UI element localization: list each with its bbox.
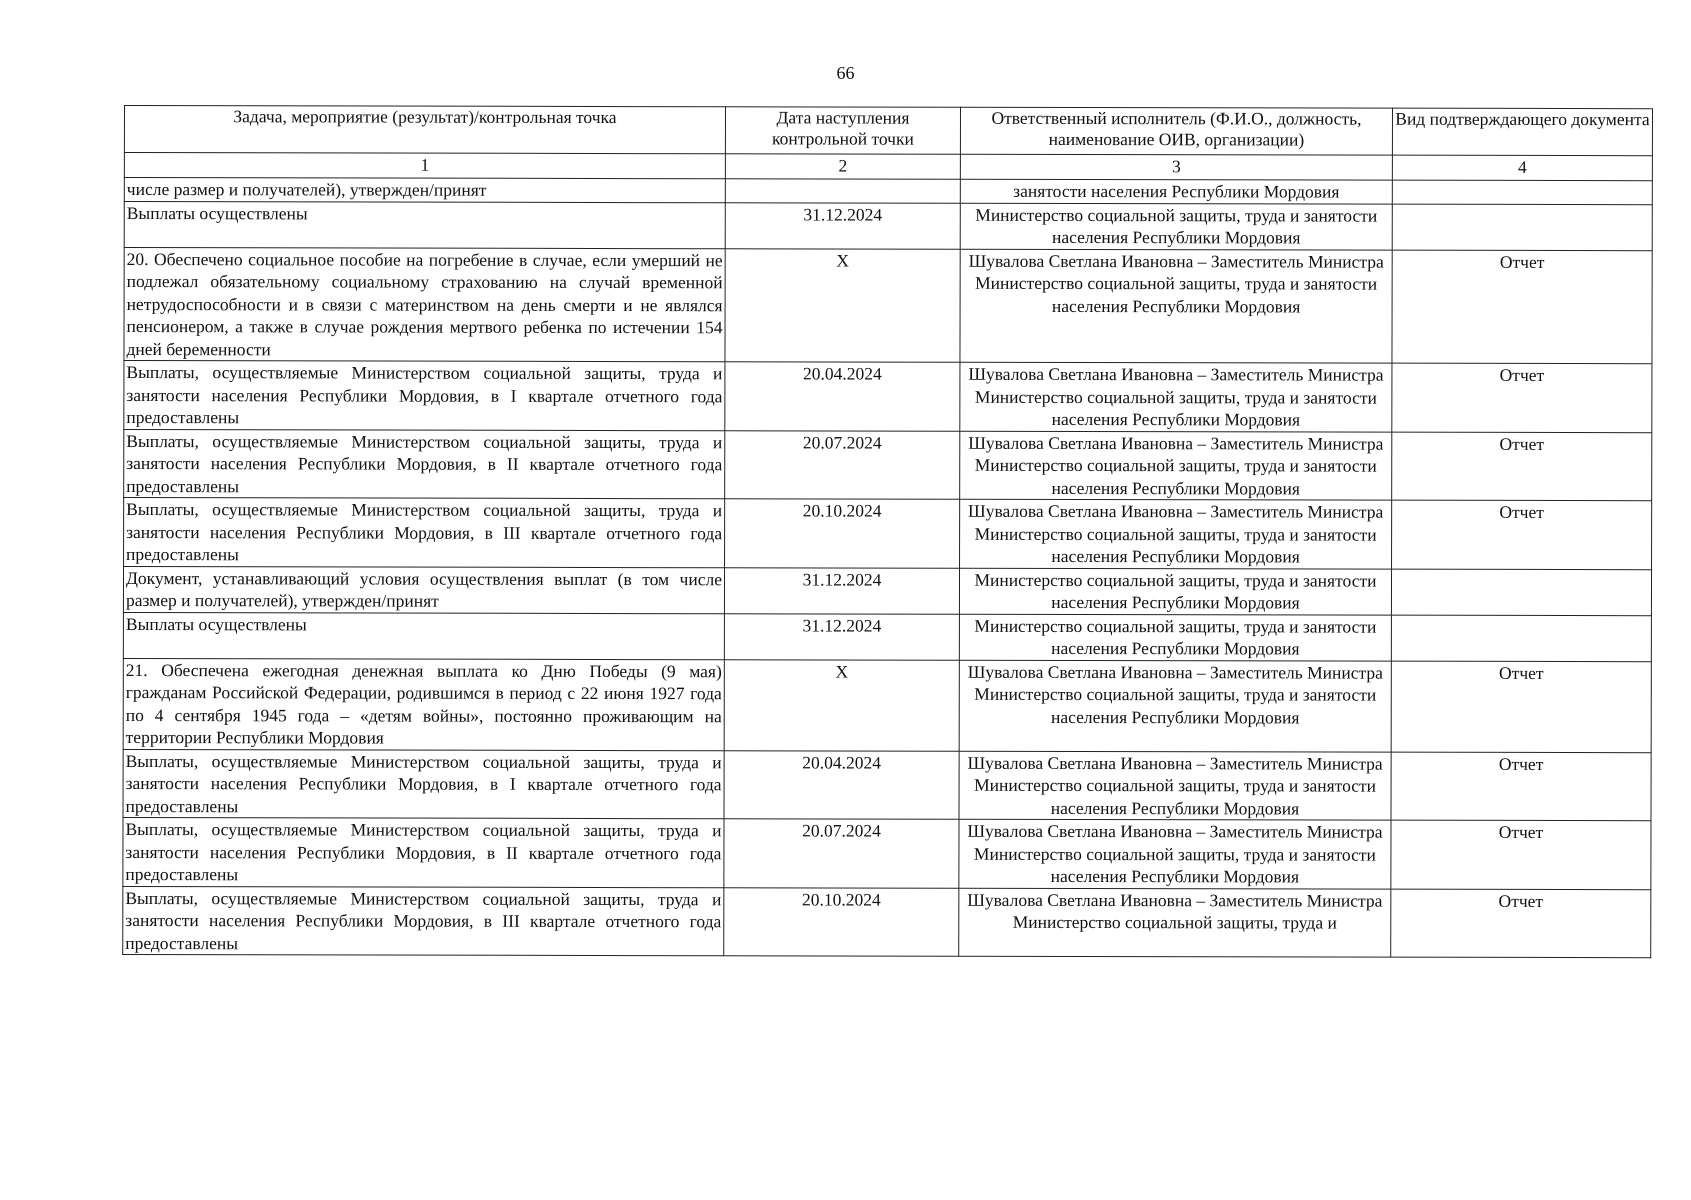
date-cell: 31.12.2024 xyxy=(724,613,959,659)
document-type-cell xyxy=(1391,569,1651,616)
date-cell: 31.12.2024 xyxy=(725,202,960,248)
date-cell: 20.10.2024 xyxy=(725,499,960,568)
responsible-cell: Министерство социальной защиты, труда и занятости населения Республики Мордовия xyxy=(959,614,1391,661)
task-cell: Выплаты осуществлены xyxy=(123,612,724,659)
table-row xyxy=(123,566,1651,615)
responsible-cell: Шувалова Светлана Ивановна – Заместитель Министра Министерство социальной защиты, труда и занятости населения Республики Мордовия xyxy=(960,499,1392,568)
responsible-cell: Министерство социальной защиты, труда и занятости населения Республики Мордовия xyxy=(960,203,1392,250)
date-cell: 20.04.2024 xyxy=(724,750,959,819)
task-cell: Выплаты, осуществляемые Министерством социальной защиты, труда и занятости населения Республики Мордовия, в I квартале отчетного года предоставлены xyxy=(124,361,725,431)
task-cell: числе размер и получателей), утвержден/принят xyxy=(124,178,725,203)
table-row xyxy=(123,749,1651,821)
table-row xyxy=(124,178,1652,205)
header-date: Дата наступления контрольной точки xyxy=(725,107,960,154)
table-row xyxy=(123,658,1651,752)
header-document-type: Вид подтверждающего документа xyxy=(1392,108,1652,156)
date-cell: 20.04.2024 xyxy=(725,362,960,431)
table-row xyxy=(124,201,1652,250)
table-row xyxy=(123,886,1651,958)
document-type-cell: Отчет xyxy=(1392,363,1652,432)
date-cell: 20.10.2024 xyxy=(724,887,959,956)
document-type-cell: Отчет xyxy=(1391,820,1651,889)
task-cell: Документ, устанавливающий условия осуществления выплат (в том числе размер и получателей), утвержден/принят xyxy=(123,566,724,613)
responsible-cell: Шувалова Светлана Ивановна – Заместитель Министра Министерство социальной защиты, труда и занятости населения Республики Мордовия xyxy=(960,249,1392,363)
column-number-row xyxy=(124,153,1652,181)
responsible-cell: занятости населения Республики Мордовия xyxy=(960,179,1392,203)
task-cell: Выплаты, осуществляемые Министерством социальной защиты, труда и занятости населения Республики Мордовия, в II квартале отчетного года предоставлены xyxy=(124,429,725,499)
document-type-cell xyxy=(1392,180,1652,204)
table-row xyxy=(124,498,1652,570)
document-type-cell xyxy=(1392,204,1652,251)
column-number: 2 xyxy=(725,154,960,179)
table-row xyxy=(124,247,1652,364)
document-type-cell: Отчет xyxy=(1392,432,1652,501)
table-row xyxy=(123,817,1651,889)
task-cell: Выплаты, осуществляемые Министерством социальной защиты, труда и занятости населения Республики Мордовия, в II квартале отчетного года предоставлены xyxy=(123,817,724,887)
responsible-cell: Шувалова Светлана Ивановна – Заместитель Министра Министерство социальной защиты, труда и занятости населения Республики Мордовия xyxy=(959,751,1391,820)
task-cell: Выплаты, осуществляемые Министерством социальной защиты, труда и занятости населения Республики Мордовия, в I квартале отчетного года предоставлены xyxy=(123,749,724,819)
responsible-cell: Шувалова Светлана Ивановна – Заместитель Министра Министерство социальной защиты, труда и занятости населения Республики Мордовия xyxy=(960,431,1392,500)
header-task: Задача, мероприятие (результат)/контрольная точка xyxy=(124,106,725,154)
column-number: 1 xyxy=(124,153,725,179)
table-header-row xyxy=(124,106,1652,156)
document-type-cell: Отчет xyxy=(1391,752,1651,821)
document-type-cell: Отчет xyxy=(1392,250,1652,364)
date-cell: 20.07.2024 xyxy=(724,819,959,888)
table-row xyxy=(123,612,1651,661)
document-type-cell xyxy=(1391,615,1651,662)
document-type-cell: Отчет xyxy=(1392,500,1652,569)
date-cell: Х xyxy=(725,248,960,362)
column-number: 4 xyxy=(1392,155,1652,181)
column-number: 3 xyxy=(960,154,1392,180)
task-cell: 20. Обеспечено социальное пособие на погребение в случае, если умерший не подлежал обязательному социальному страхованию на случай временной нетрудоспособности и в связи с материнством на день смерти и не являлся пенсионером, а также в случае рождения мертвого ребенка по истечении 154 дней беременности xyxy=(124,247,725,362)
date-cell: Х xyxy=(724,659,959,750)
responsible-cell: Министерство социальной защиты, труда и занятости населения Республики Мордовия xyxy=(959,568,1391,615)
responsible-cell: Шувалова Светлана Ивановна – Заместитель Министра Министерство социальной защиты, труда и занятости населения Республики Мордовия xyxy=(959,660,1391,752)
control-points-table xyxy=(122,105,1653,958)
responsible-cell: Шувалова Светлана Ивановна – Заместитель Министра Министерство социальной защиты, труда и занятости населения Республики Мордовия xyxy=(959,819,1391,888)
task-cell: 21. Обеспечена ежегодная денежная выплата ко Дню Победы (9 мая) гражданам Российской Федерации, родившимся в период с 22 июня 1927 года по 4 сентября 1945 года – «детям войны», постоянно проживающим на территории Республики Мордовия xyxy=(123,658,724,750)
table-row xyxy=(124,361,1652,433)
task-cell: Выплаты, осуществляемые Министерством социальной защиты, труда и занятости населения Республики Мордовия, в III квартале отчетного года предоставлены xyxy=(123,886,724,956)
date-cell xyxy=(725,179,960,203)
responsible-cell: Шувалова Светлана Ивановна – Заместитель Министра Министерство социальной защиты, труда и xyxy=(959,888,1391,957)
document-type-cell: Отчет xyxy=(1391,661,1651,753)
task-cell: Выплаты осуществлены xyxy=(124,201,725,248)
page-number: 66 xyxy=(836,63,855,83)
date-cell: 20.07.2024 xyxy=(725,430,960,499)
document-type-cell: Отчет xyxy=(1391,889,1651,958)
header-responsible: Ответственный исполнитель (Ф.И.О., должность, наименование ОИВ, организации) xyxy=(960,107,1392,155)
responsible-cell: Шувалова Светлана Ивановна – Заместитель Министра Министерство социальной защиты, труда и занятости населения Республики Мордовия xyxy=(960,362,1392,431)
task-cell: Выплаты, осуществляемые Министерством социальной защиты, труда и занятости населения Республики Мордовия, в III квартале отчетного года предоставлены xyxy=(124,498,725,568)
table-row xyxy=(124,429,1652,501)
date-cell: 31.12.2024 xyxy=(724,567,959,613)
